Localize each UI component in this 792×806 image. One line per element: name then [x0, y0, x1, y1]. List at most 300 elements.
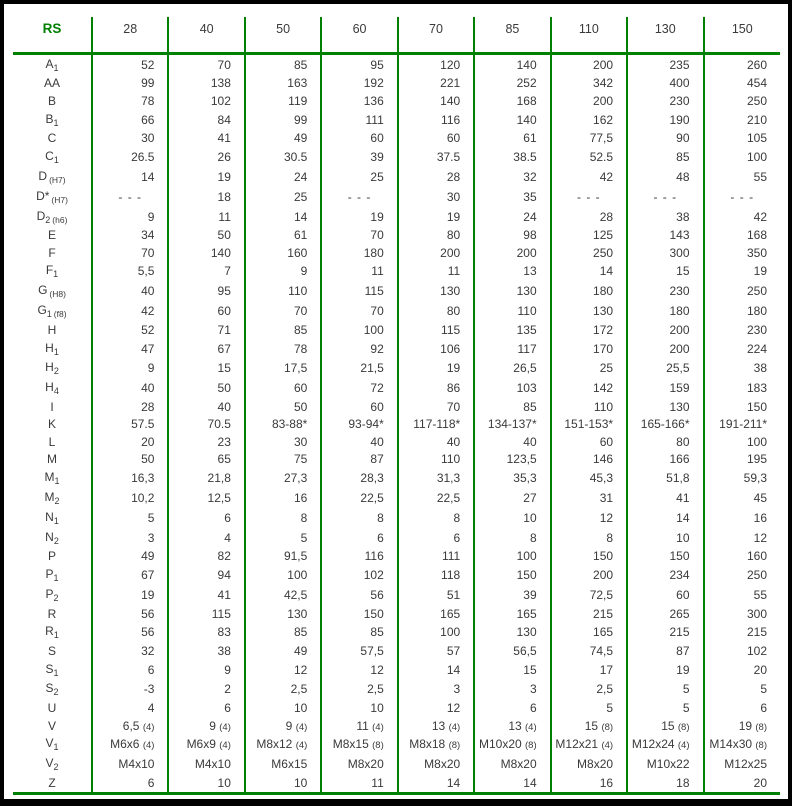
cell-value: 40 — [92, 281, 168, 301]
row-label-subscript: 2 — [53, 687, 59, 698]
cell-value: 16 — [551, 774, 627, 793]
cell-value: 215 — [551, 605, 627, 622]
cell-value: 60 — [245, 378, 321, 398]
cell-value: 12 — [321, 660, 397, 680]
cell-value: 115 — [398, 321, 474, 338]
cell-value: 70 — [92, 244, 168, 261]
row-label-main: P — [45, 566, 54, 581]
cell-value: 61 — [245, 227, 321, 244]
row-label-main: A — [45, 56, 54, 71]
row-label-main: C — [45, 148, 54, 163]
cell-value: 117 — [474, 339, 550, 359]
cell-value: 72,5 — [551, 585, 627, 605]
row-label — [13, 130, 92, 147]
cell-value: 192 — [321, 75, 397, 92]
cell-value: 26 — [168, 147, 244, 167]
table-row-F1 — [13, 261, 780, 281]
cell-value: 41 — [168, 130, 244, 147]
row-label-subscript: 1 — [53, 346, 59, 357]
row-label-main: V — [47, 718, 56, 733]
row-label-main: G — [38, 283, 48, 298]
cell-value: 25 — [245, 187, 321, 207]
cell-value: 22,5 — [321, 488, 397, 508]
cell-value: 52 — [92, 53, 168, 75]
cell-value: 10 — [245, 774, 321, 793]
cell-value-count-suffix: (4) — [525, 721, 537, 733]
row-label — [13, 754, 92, 774]
cell-value: 25 — [551, 358, 627, 378]
cell-value: 71 — [168, 321, 244, 338]
cell-value: 72 — [321, 378, 397, 398]
cell-value-count-suffix: (4) — [219, 721, 231, 733]
cell-value: 60 — [168, 301, 244, 321]
cell-value: 111 — [321, 110, 397, 130]
cell-value: 11 — [321, 261, 397, 281]
cell-value: 56 — [321, 585, 397, 605]
cell-value: 230 — [627, 281, 703, 301]
row-label-subscript: 1 — [53, 62, 59, 73]
cell-value: 85 — [474, 398, 550, 415]
row-label-main: B — [47, 93, 56, 108]
row-label-subscript: 1 — [53, 269, 59, 280]
cell-value: 24 — [245, 167, 321, 187]
cell-value: 10 — [245, 699, 321, 716]
cell-value: 40 — [474, 433, 550, 450]
cell-value: 40 — [92, 378, 168, 398]
dimension-spec-table — [13, 6, 780, 795]
table-row-D2 — [13, 207, 780, 227]
table-row-L — [13, 433, 780, 450]
cell-value: 168 — [704, 227, 781, 244]
cell-value: 45,3 — [551, 468, 627, 488]
cell-value: 166 — [627, 451, 703, 468]
cell-value: 2,5 — [245, 679, 321, 699]
cell-value: 15 — [474, 660, 550, 680]
cell-value: 40 — [321, 433, 397, 450]
cell-value: 10 — [168, 774, 244, 793]
cell-value: 200 — [551, 53, 627, 75]
row-label-subscript: 1 — [53, 667, 59, 678]
cell-value: 50 — [245, 398, 321, 415]
cell-value: 6 — [398, 528, 474, 548]
cell-value: 200 — [474, 244, 550, 261]
row-label — [13, 565, 92, 585]
cell-value: 162 — [551, 110, 627, 130]
cell-value: 2,5 — [321, 679, 397, 699]
cell-value: 57.5 — [92, 416, 168, 433]
cell-value: 42,5 — [245, 585, 321, 605]
cell-value: 12 — [704, 528, 781, 548]
cell-value: 120 — [398, 53, 474, 75]
cell-value: 200 — [551, 565, 627, 585]
cell-value: 119 — [245, 92, 321, 109]
row-label — [13, 488, 92, 508]
cell-value: 125 — [551, 227, 627, 244]
cell-value: 67 — [92, 565, 168, 585]
cell-value: 5 — [704, 679, 781, 699]
cell-value: 80 — [398, 227, 474, 244]
cell-value: 100 — [704, 433, 781, 450]
table-row-H2 — [13, 358, 780, 378]
cell-value: 11 — [168, 207, 244, 227]
cell-value: 200 — [627, 321, 703, 338]
table-row-R — [13, 605, 780, 622]
cell-value: 200 — [551, 92, 627, 109]
cell-value-count-suffix: (4) — [601, 740, 614, 752]
row-label-subscript: 2 — [54, 495, 60, 506]
cell-value: 4 — [92, 699, 168, 716]
cell-value: 180 — [704, 301, 781, 321]
cell-value: 28 — [551, 207, 627, 227]
cell-value: 8 — [321, 508, 397, 528]
row-label — [13, 227, 92, 244]
cell-value: 25,5 — [627, 358, 703, 378]
row-label-subscript: 1 — [53, 154, 59, 165]
cell-value: 100 — [704, 147, 781, 167]
cell-value: 30 — [92, 130, 168, 147]
cell-value: 6 — [92, 660, 168, 680]
cell-value: 134-137* — [474, 416, 550, 433]
cell-value: 99 — [245, 110, 321, 130]
cell-value: 14 — [551, 261, 627, 281]
table-row-S — [13, 642, 780, 659]
cell-value: 100 — [398, 622, 474, 642]
row-label-main: S — [45, 681, 54, 696]
cell-value: 18 — [627, 774, 703, 793]
row-label-subscript: 1 — [53, 117, 59, 128]
row-label-subscript: 2 — [53, 535, 59, 546]
cell-value: 180 — [551, 281, 627, 301]
cell-value: -3 — [92, 679, 168, 699]
cell-value: 42 — [704, 207, 781, 227]
table-row-M1 — [13, 468, 780, 488]
table-row-C — [13, 130, 780, 147]
cell-value: 260 — [704, 53, 781, 75]
cell-value: 6 — [168, 508, 244, 528]
cell-value-count-suffix: (8) — [755, 740, 767, 752]
row-label — [13, 660, 92, 680]
row-label-main: D* — [36, 188, 50, 203]
cell-value: 87 — [321, 451, 397, 468]
cell-value: - - - — [92, 187, 168, 207]
cell-value: 70 — [321, 227, 397, 244]
cell-value: 60 — [321, 130, 397, 147]
cell-value: 67 — [168, 339, 244, 359]
cell-value: 151-153* — [551, 416, 627, 433]
cell-value: 180 — [321, 244, 397, 261]
cell-value: 12 — [398, 699, 474, 716]
cell-value-count-suffix: (8) — [448, 740, 461, 752]
row-label — [13, 187, 92, 207]
cell-value: 110 — [245, 281, 321, 301]
cell-value: 3 — [92, 528, 168, 548]
row-label-main: M — [44, 489, 55, 504]
table-row-M — [13, 451, 780, 468]
cell-value: 2 — [168, 679, 244, 699]
row-label — [13, 147, 92, 167]
cell-value: 19 (8) — [704, 717, 781, 734]
cell-value: 10 — [627, 528, 703, 548]
cell-value: 9 (4) — [168, 717, 244, 734]
cell-value: 20 — [704, 774, 781, 793]
cell-value: 9 — [92, 207, 168, 227]
table-row-P — [13, 548, 780, 565]
cell-value: 32 — [92, 642, 168, 659]
cell-value: 93-94* — [321, 416, 397, 433]
cell-value: 40 — [398, 433, 474, 450]
row-label-main: H — [45, 380, 54, 395]
cell-value: 235 — [627, 53, 703, 75]
cell-value: 163 — [245, 75, 321, 92]
cell-value: M8x12 (4) — [245, 734, 321, 754]
cell-value: 6 — [168, 699, 244, 716]
cell-value: 110 — [474, 301, 550, 321]
cell-value: 19 — [168, 167, 244, 187]
cell-value: 49 — [245, 642, 321, 659]
cell-value: 85 — [245, 321, 321, 338]
row-label — [13, 261, 92, 281]
cell-value: 38.5 — [474, 147, 550, 167]
row-label — [13, 548, 92, 565]
column-header-28: 28 — [92, 6, 168, 53]
cell-value: 100 — [321, 321, 397, 338]
cell-value-count-suffix: (4) — [372, 721, 384, 733]
row-label-note: (H7) — [49, 174, 66, 185]
cell-value: 130 — [551, 301, 627, 321]
row-label-main: Z — [48, 776, 56, 791]
cell-value: 12 — [245, 660, 321, 680]
row-label — [13, 433, 92, 450]
cell-value: 13 — [474, 261, 550, 281]
row-label — [13, 281, 92, 301]
cell-value: 13 (4) — [474, 717, 550, 734]
cell-value: 77,5 — [551, 130, 627, 147]
cell-value-count-suffix: (4) — [142, 740, 155, 752]
cell-value: 140 — [474, 53, 550, 75]
row-label — [13, 734, 92, 754]
cell-value: 95 — [321, 53, 397, 75]
cell-value: 31 — [551, 488, 627, 508]
cell-value: 4 — [168, 528, 244, 548]
table-row-V — [13, 717, 780, 734]
cell-value: 8 — [551, 528, 627, 548]
cell-value: 19 — [92, 585, 168, 605]
cell-value: 9 — [245, 261, 321, 281]
row-label-main: G — [37, 303, 47, 318]
cell-value: M14x30 (8) — [704, 734, 781, 754]
cell-value: 342 — [551, 75, 627, 92]
cell-value: 59,3 — [704, 468, 781, 488]
cell-value-count-suffix: (4) — [295, 721, 308, 733]
cell-value: M8x18 (8) — [398, 734, 474, 754]
cell-value: - - - — [627, 187, 703, 207]
cell-value: 21,5 — [321, 358, 397, 378]
table-body — [13, 53, 780, 794]
cell-value: 41 — [627, 488, 703, 508]
cell-value: 10 — [321, 699, 397, 716]
cell-value-count-suffix: (4) — [295, 740, 308, 752]
table-row-AA — [13, 75, 780, 92]
cell-value: 98 — [474, 227, 550, 244]
cell-value: 250 — [551, 244, 627, 261]
corner-label-rs: RS — [13, 6, 92, 53]
cell-value: 20 — [704, 660, 781, 680]
cell-value: 143 — [627, 227, 703, 244]
cell-value: 83 — [168, 622, 244, 642]
cell-value: 140 — [474, 110, 550, 130]
row-label-note: (H8) — [49, 289, 66, 300]
cell-value: 8 — [398, 508, 474, 528]
cell-value: 5 — [627, 679, 703, 699]
cell-value: 22,5 — [398, 488, 474, 508]
cell-value: 15 — [168, 358, 244, 378]
cell-value: 45 — [704, 488, 781, 508]
cell-value-count-suffix: (4) — [677, 740, 690, 752]
row-label — [13, 622, 92, 642]
cell-value: 6 — [704, 699, 781, 716]
cell-value: 11 (4) — [321, 717, 397, 734]
cell-value: 17 — [551, 660, 627, 680]
row-label-note: (f8) — [53, 309, 67, 320]
row-label-main: H — [47, 322, 57, 337]
cell-value: 91,5 — [245, 548, 321, 565]
row-label — [13, 774, 92, 793]
cell-value: 50 — [168, 378, 244, 398]
cell-value: 5 — [627, 699, 703, 716]
row-label — [13, 321, 92, 338]
cell-value: 70 — [168, 53, 244, 75]
cell-value: 70.5 — [168, 416, 244, 433]
row-label-main: K — [47, 417, 56, 432]
cell-value: 2,5 — [551, 679, 627, 699]
cell-value: 195 — [704, 451, 781, 468]
row-label — [13, 378, 92, 398]
cell-value: 39 — [321, 147, 397, 167]
cell-value: 75 — [245, 451, 321, 468]
top-line-gap — [8, 6, 784, 17]
cell-value: 117-118* — [398, 416, 474, 433]
cell-value: 19 — [704, 261, 781, 281]
row-label — [13, 398, 92, 415]
cell-value: 95 — [168, 281, 244, 301]
table-row-F — [13, 244, 780, 261]
cell-value: 49 — [245, 130, 321, 147]
cell-value: 183 — [704, 378, 781, 398]
row-label-main: H — [45, 340, 54, 355]
cell-value: 65 — [168, 451, 244, 468]
cell-value: M12x25 — [704, 754, 781, 774]
cell-value: 21,8 — [168, 468, 244, 488]
cell-value: 118 — [398, 565, 474, 585]
cell-value: 10,2 — [92, 488, 168, 508]
cell-value: 41 — [168, 585, 244, 605]
cell-value: 150 — [704, 398, 781, 415]
cell-value: 102 — [168, 92, 244, 109]
cell-value: 14 — [245, 207, 321, 227]
cell-value-count-suffix: (8) — [372, 740, 384, 752]
table-row-P2 — [13, 585, 780, 605]
cell-value: 172 — [551, 321, 627, 338]
cell-value: 39 — [474, 585, 550, 605]
cell-value: 15 — [627, 261, 703, 281]
cell-value: 159 — [627, 378, 703, 398]
table-row-H1 — [13, 339, 780, 359]
column-header-110: 110 — [551, 6, 627, 53]
row-label-main: M — [44, 469, 55, 484]
cell-value: 19 — [321, 207, 397, 227]
cell-value: 90 — [627, 130, 703, 147]
cell-value: 142 — [551, 378, 627, 398]
row-label-main: B — [45, 111, 54, 126]
cell-value: 350 — [704, 244, 781, 261]
row-label-main: N — [45, 529, 54, 544]
row-label — [13, 207, 92, 227]
cell-value: 5 — [92, 508, 168, 528]
cell-value: M12x24 (4) — [627, 734, 703, 754]
cell-value: - - - — [551, 187, 627, 207]
cell-value: 26,5 — [474, 358, 550, 378]
row-label-main: S — [47, 643, 56, 658]
row-label-subscript: 2 — [53, 366, 59, 377]
cell-value: 52.5 — [551, 147, 627, 167]
cell-value: 61 — [474, 130, 550, 147]
cell-value: 51,8 — [627, 468, 703, 488]
cell-value: 17,5 — [245, 358, 321, 378]
cell-value: M6x15 — [245, 754, 321, 774]
cell-value: 215 — [627, 622, 703, 642]
cell-value: 252 — [474, 75, 550, 92]
cell-value: 28 — [92, 398, 168, 415]
cell-value: 11 — [398, 261, 474, 281]
cell-value: 85 — [245, 53, 321, 75]
cell-value: 230 — [704, 321, 781, 338]
row-label — [13, 528, 92, 548]
cell-value: 210 — [704, 110, 781, 130]
cell-value: 9 — [92, 358, 168, 378]
cell-value: 110 — [398, 451, 474, 468]
cell-value: 32 — [474, 167, 550, 187]
row-label-subscript: 2 — [45, 214, 51, 225]
cell-value: 84 — [168, 110, 244, 130]
row-label-main: D — [38, 168, 48, 183]
cell-value: 15 (8) — [551, 717, 627, 734]
column-header-130: 130 — [627, 6, 703, 53]
row-label-main: S — [45, 661, 54, 676]
table-row-S1 — [13, 660, 780, 680]
cell-value: 16 — [245, 488, 321, 508]
cell-value: 3 — [474, 679, 550, 699]
cell-value: 16 — [704, 508, 781, 528]
cell-value: 57 — [398, 642, 474, 659]
cell-value: M6x6 (4) — [92, 734, 168, 754]
cell-value-count-suffix: (4) — [448, 721, 461, 733]
cell-value: 85 — [245, 622, 321, 642]
row-label-subscript: 1 — [53, 515, 59, 526]
cell-value-count-suffix: (8) — [601, 721, 614, 733]
cell-value: 103 — [474, 378, 550, 398]
cell-value: M6x9 (4) — [168, 734, 244, 754]
table-row-B1 — [13, 110, 780, 130]
cell-value: 150 — [474, 565, 550, 585]
cell-value: 234 — [627, 565, 703, 585]
cell-value: 250 — [704, 281, 781, 301]
cell-value: 160 — [245, 244, 321, 261]
row-label — [13, 339, 92, 359]
cell-value-count-suffix: (4) — [142, 721, 155, 733]
row-label — [13, 585, 92, 605]
table-row-B — [13, 92, 780, 109]
column-header-40: 40 — [168, 6, 244, 53]
